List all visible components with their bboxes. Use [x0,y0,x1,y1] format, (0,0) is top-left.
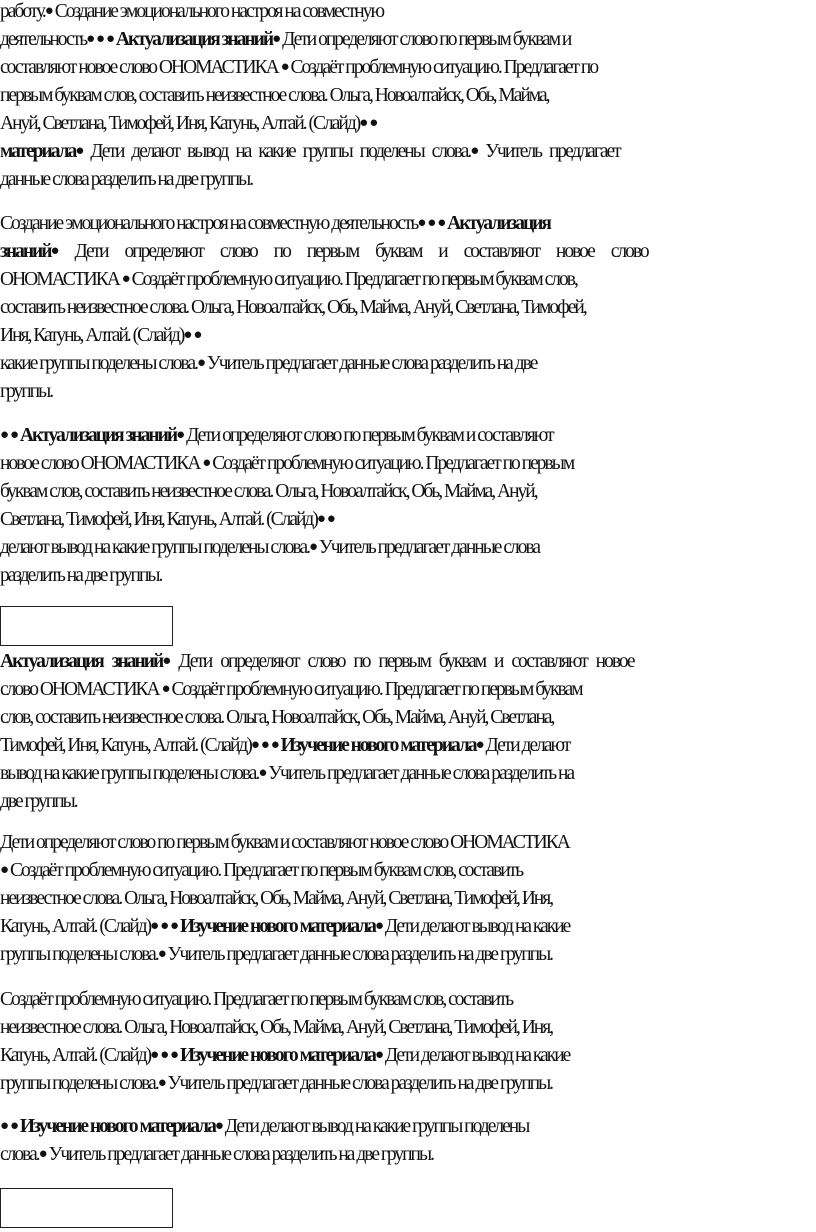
bullet-icon: ● [202,455,210,471]
bullet-icon: ● [214,1118,222,1134]
text-run: Дети делают вывод на какие [382,1045,570,1066]
text-line [0,54,816,82]
section-heading: Изучение нового материала [179,916,375,937]
bullet-icon: ● [170,1047,178,1063]
text-run: группы поделены слова. [0,1073,158,1094]
text-run: ОНОМАСТИКА [0,269,122,290]
text-run: Иня, Катунь, Алтай. (Слайд) [0,325,184,346]
bullet-icon: ● [260,737,268,753]
text-run: первым буквам слов, составить неизвестное слова. Ольга, Новоалтайск, Обь, Майма, [0,85,549,106]
text-line [0,322,816,350]
bullet-icon: ● [9,1118,17,1134]
text-run: Учитель предлагает данные слова разделить на две группы. [164,1073,553,1094]
text-line [0,1113,816,1141]
text-line [0,941,816,969]
paragraph-5 [0,829,816,969]
paragraph-7 [0,1113,816,1169]
section-heading: знаний [0,241,51,262]
text-run: новое слово ОНОМАСТИКА [0,453,203,474]
bullet-icon: ● [270,737,278,753]
text-line [0,1141,816,1169]
bullet-icon: ● [437,215,445,231]
text-line [0,138,816,166]
text-line [0,913,816,941]
bullet-icon: ● [44,3,52,19]
text-run: неизвестное слова. Ольга, Новоалтайск, Обь, Майма, Ануй, Светлана, Тимофей, Иня, [0,1017,553,1038]
empty-text-box [0,606,173,646]
text-line [0,210,816,238]
section-heading: Изучение нового материала [179,1045,375,1066]
text-line [0,829,816,857]
bullet-icon: ● [0,1118,8,1134]
text-line [0,82,816,110]
bullet-icon: ● [170,918,178,934]
section-heading: Актуализация знаний [0,651,163,672]
bullet-icon: ● [280,59,288,75]
text-run: какие группы поделены слова. [0,353,197,374]
text-line [0,506,816,534]
text-run: Ануй, Светлана, Тимофей, Иня, Катунь, Алтай. (Слайд) [0,113,360,134]
text-line [0,732,816,760]
text-run: Создание эмоционального настроя на совместную [51,1,384,22]
bullet-icon: ● [475,737,483,753]
text-line [0,885,816,913]
bullet-icon: ● [121,271,129,287]
text-run: Тимофей, Иня, Катунь, Алтай. (Слайд) [0,735,251,756]
bullet-icon: ● [162,653,170,669]
text-line [0,562,816,590]
text-run: Дети делают вывод на какие группы поделены слова. [82,141,471,162]
text-line [0,450,816,478]
bullet-icon: ● [374,918,382,934]
text-run: деятельность [0,29,87,50]
section-heading: Изучение нового материала [280,735,476,756]
text-run: делают вывод на какие группы поделены слова. [0,537,309,558]
bullet-icon: ● [369,115,377,131]
section-heading: Актуализация знаний [19,425,177,446]
text-line [0,294,816,322]
text-run: Создаёт проблемную ситуацию. Предлагает по первым буквам слов, составить [7,860,523,881]
bullet-icon: ● [150,1047,158,1063]
text-run: Создаёт проблемную ситуацию. Предлагает по первым буквам слов, [128,269,577,290]
text-line [0,422,816,450]
section-heading: Актуализация знаний [115,29,273,50]
text-line [0,676,816,704]
bullet-icon: ● [272,31,280,47]
text-line [0,857,816,885]
text-run: Дети определяют слово по первым буквам и составляют новое слово ОНОМАСТИКА [0,832,569,853]
bullet-icon: ● [316,511,324,527]
text-run: Учитель предлагает данные слова разделить на две группы. [45,1144,433,1165]
text-run: Дети делают вывод на какие [382,916,570,937]
bullet-icon: ● [157,946,165,962]
text-run: Дети определяют слово по первым буквам и [279,29,571,50]
bullet-icon: ● [258,765,266,781]
bullet-icon: ● [359,115,367,131]
text-run: Катунь, Алтай. (Слайд) [0,1045,151,1066]
bullet-icon: ● [417,215,425,231]
text-run: составить неизвестное слова. Ольга, Новоалтайск, Обь, Майма, Ануй, Светлана, Тимофей, [0,297,586,318]
text-run: неизвестное слова. Ольга, Новоалтайск, Обь, Майма, Ануй, Светлана, Тимофей, Иня, [0,888,553,909]
bullet-icon: ● [160,918,168,934]
text-line [0,1070,816,1098]
text-line [0,378,816,406]
bullet-icon: ● [470,143,478,159]
text-run: слов, составить неизвестное слова. Ольга, Новоалтайск, Обь, Майма, Ануй, Светлана, [0,707,554,728]
bullet-icon: ● [50,243,58,259]
text-run: Создание эмоционального настроя на совместную деятельность [0,213,418,234]
text-line [0,478,816,506]
text-run: работу. [0,1,45,22]
text-run: слово ОНОМАСТИКА [0,679,162,700]
text-line [0,760,816,788]
text-line [0,166,816,194]
text-line [0,238,816,266]
bullet-icon: ● [105,31,114,47]
bullet-icon: ● [75,143,83,159]
text-run: Дети делают [482,735,570,756]
text-run: Учитель предлагает [477,141,620,162]
section-heading: материала [0,141,76,162]
text-line [0,1014,816,1042]
text-run: Учитель предлагает данные слова [316,537,540,558]
text-run: Создаёт проблемную ситуацию. Предлагает по [287,57,598,78]
text-run: буквам слов, составить неизвестное слова. Ольга, Новоалтайск, Обь, Майма, Ануй, [0,481,537,502]
bullet-icon: ● [161,681,169,697]
bullet-icon: ● [86,31,94,47]
text-line [0,110,816,138]
text-line [0,266,816,294]
text-line [0,986,816,1014]
text-run: Учитель предлагает данные слова разделить на [265,763,574,784]
bullet-icon: ● [38,1146,46,1162]
text-run: Дети определяют слово по первым буквам и составляют [183,425,553,446]
paragraph-3 [0,422,816,590]
text-line [0,648,816,676]
bullet-icon: ● [308,539,317,555]
text-run: Создаёт проблемную ситуацию. Предлагает по первым буквам слов, составить [0,989,513,1010]
bullet-icon: ● [0,427,8,443]
bullet-icon: ● [326,511,334,527]
text-run: группы. [0,381,53,402]
text-run: Создаёт проблемную ситуацию. Предлагает по первым буквам [168,679,582,700]
text-run: составляют новое слово ОНОМАСТИКА [0,57,281,78]
text-line [0,1042,816,1070]
text-run: Дети определяют слово по первым буквам и составляют новое [169,651,634,672]
paragraph-2 [0,210,816,406]
text-run: Дети делают вывод на какие группы поделены [221,1116,529,1137]
text-run: две группы. [0,791,77,812]
bullet-icon: ● [9,427,17,443]
text-run: вывод на какие группы поделены слова. [0,763,259,784]
paragraph-4 [0,648,816,816]
bullet-icon: ● [150,918,158,934]
bullet-icon: ● [196,355,205,371]
bullet-icon: ● [250,737,258,753]
bullet-icon: ● [176,427,184,443]
bullet-icon: ● [374,1047,382,1063]
bullet-icon: ● [183,327,191,343]
bullet-icon: ● [427,215,435,231]
text-run: Учитель предлагает данные слова разделить на две группы. [164,944,553,965]
paragraph-1 [0,0,816,194]
text-run: группы поделены слова. [0,944,158,965]
text-line [0,704,816,732]
bullet-icon: ● [96,31,104,47]
text-line [0,788,816,816]
text-line [0,26,816,54]
bullet-icon: ● [193,327,201,343]
bullet-icon: ● [0,862,8,878]
empty-text-box [0,1188,173,1228]
text-run: данные слова разделить на две группы. [0,169,253,190]
bullet-icon: ● [157,1075,165,1091]
text-line [0,350,816,378]
section-heading: Актуализация [447,213,550,234]
text-line [0,534,816,562]
section-heading: Изучение нового материала [19,1116,215,1137]
text-run: разделить на две группы. [0,565,162,586]
text-run: Катунь, Алтай. (Слайд) [0,916,151,937]
text-run: Создаёт проблемную ситуацию. Предлагает по первым [209,453,574,474]
text-run: Дети определяют слово по первым буквам и составляют новое слово [57,241,648,262]
text-run: слова. [0,1144,39,1165]
text-line [0,0,816,26]
paragraph-6 [0,986,816,1098]
bullet-icon: ● [160,1047,168,1063]
text-run: Учитель предлагает данные слова разделить на две [204,353,537,374]
text-run: Светлана, Тимофей, Иня, Катунь, Алтай. (Слайд) [0,509,317,530]
